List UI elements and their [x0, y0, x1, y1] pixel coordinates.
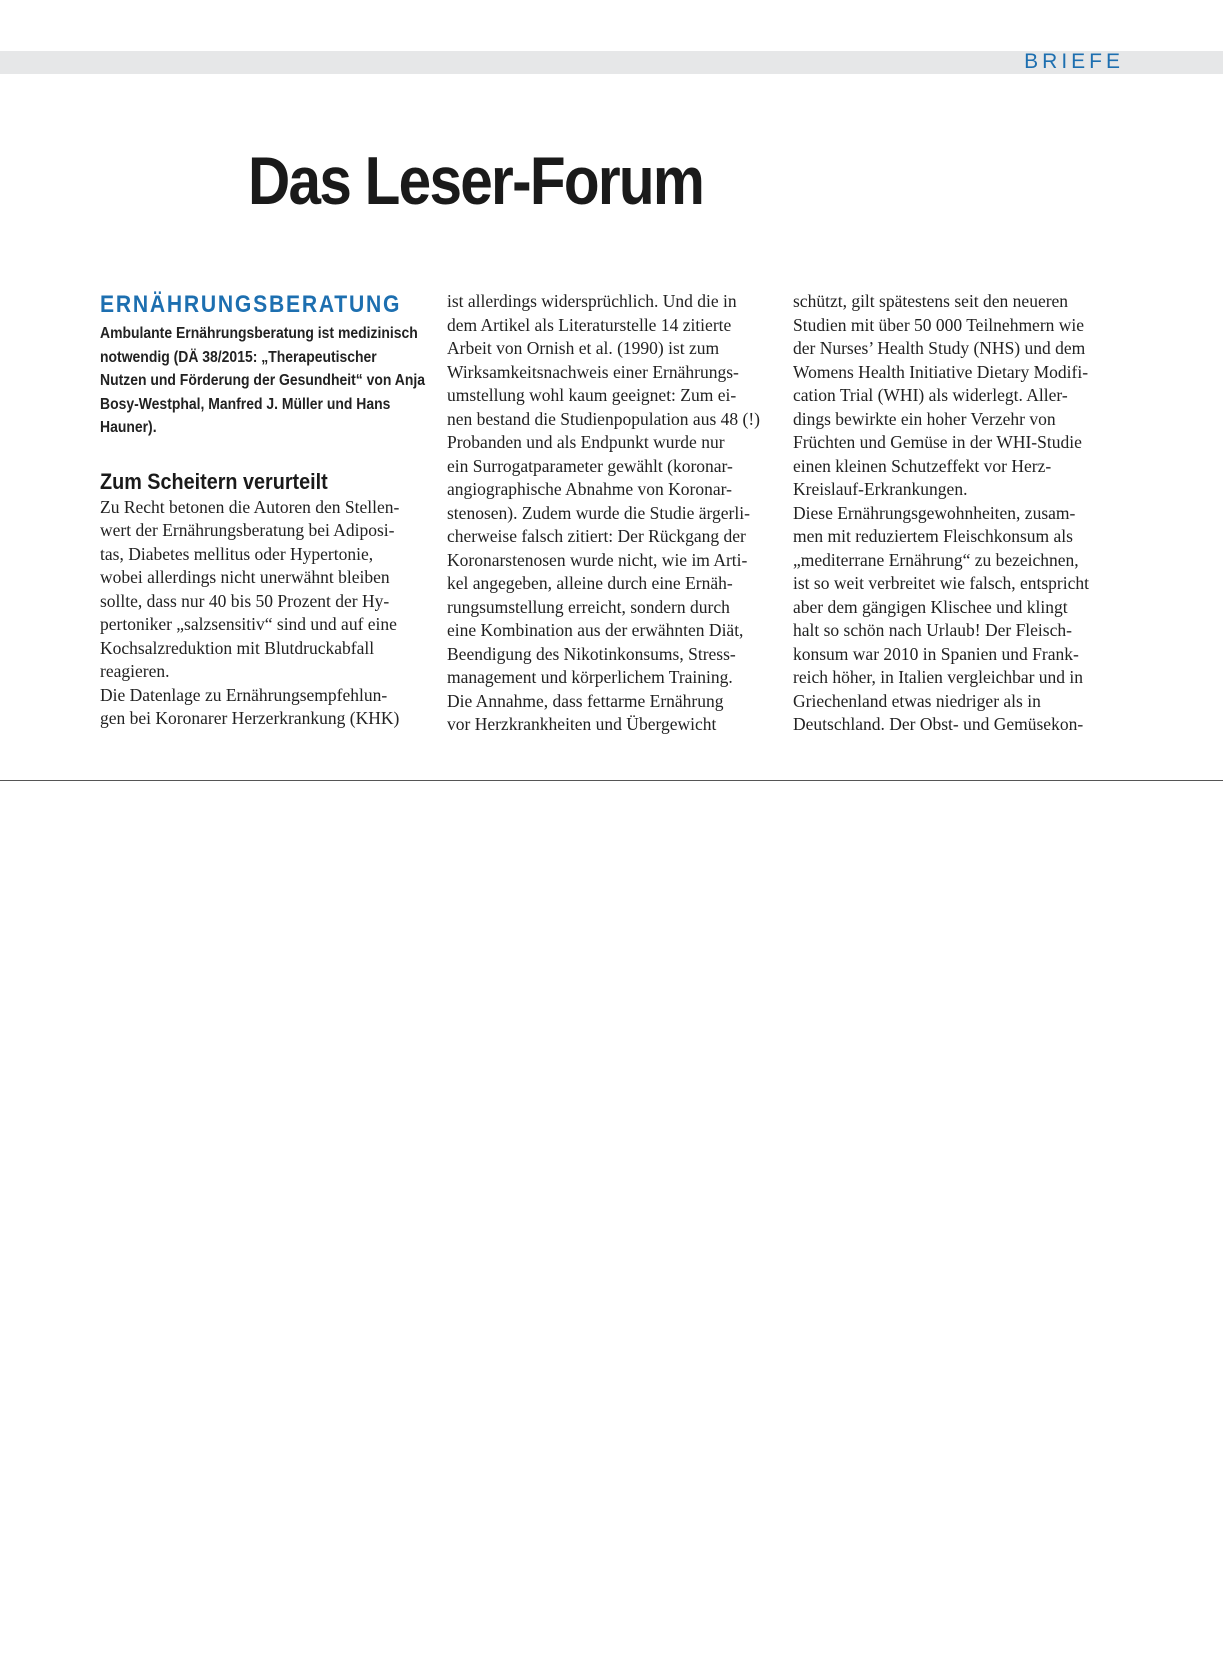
body-line: Kreislauf-Erkrankungen. — [793, 479, 968, 499]
intro-line: Hauner). — [100, 419, 157, 436]
body-line: men mit reduziertem Fleischkonsum als — [793, 526, 1073, 546]
page-title: Das Leser-Forum — [248, 143, 704, 219]
body-line: Griechenland etwas niedriger als in — [793, 690, 1041, 711]
body-line: cherweise falsch zitiert: Der Rückgang der — [447, 526, 746, 546]
body-line: Früchten und Gemüse in der WHI-Studie — [793, 432, 1082, 452]
bottom-divider — [0, 780, 1223, 781]
body-line: ist allerdings widersprüchlich. Und die in — [447, 291, 737, 311]
body-line: nen bestand die Studienpopulation aus 48 (!) — [447, 408, 760, 429]
body-line: stenosen). Zudem wurde die Studie ärgerli- — [447, 502, 750, 523]
body-line: cation Trial (WHI) als widerlegt. Aller- — [793, 385, 1068, 405]
body-line: Kochsalzreduktion mit Blutdruckabfall — [100, 637, 375, 658]
body-line: wobei allerdings nicht unerwähnt bleiben — [100, 567, 390, 587]
body-line: halt so schön nach Urlaub! Der Fleisch- — [793, 620, 1072, 640]
body-line: gen bei Koronarer Herzerkrankung (KHK) — [100, 708, 400, 728]
body-line: Diese Ernährungsgewohnheiten, zusam- — [793, 502, 1076, 523]
body-line: Womens Health Initiative Dietary Modifi- — [793, 361, 1089, 382]
body-line: Deutschland. Der Obst- und Gemüsekon- — [793, 714, 1084, 734]
topic-heading: ERNÄHRUNGSBERATUNG — [100, 291, 402, 318]
article-column-1 — [100, 290, 440, 731]
body-line: vor Herzkrankheiten und Übergewicht — [447, 714, 717, 734]
body-line: Koronarstenosen wurde nicht, wie im Arti- — [447, 549, 748, 570]
body-line: rungsumstellung erreicht, sondern durch — [447, 596, 730, 617]
body-line: einen kleinen Schutzeffekt vor Herz- — [793, 455, 1052, 476]
body-line: Die Datenlage zu Ernährungsempfehlun- — [100, 684, 388, 705]
intro-line: Bosy-Westphal, Manfred J. Müller und Hans — [100, 395, 391, 413]
body-line: der Nurses’ Health Study (NHS) und dem — [793, 338, 1086, 358]
article-intro — [100, 322, 440, 440]
body-line: angiographische Abnahme von Koronar- — [447, 479, 732, 499]
body-line: aber dem gängigen Klischee und klingt — [793, 596, 1068, 617]
intro-line: Nutzen und Förderung der Gesundheit“ von Anja — [100, 372, 425, 389]
body-line: pertoniker „salzsensitiv“ sind und auf eine — [100, 614, 397, 634]
intro-line: notwendig (DÄ 38/2015: „Therapeutischer — [100, 348, 377, 366]
body-line: reagieren. — [100, 661, 170, 681]
body-line: Wirksamkeitsnachweis einer Ernährungs- — [447, 361, 739, 382]
section-label: BRIEFE — [1024, 50, 1124, 73]
article-column-2 — [447, 290, 787, 737]
body-line: Beendigung des Nikotinkonsums, Stress- — [447, 643, 736, 664]
body-line: ein Surrogatparameter gewählt (koronar- — [447, 455, 733, 476]
body-line: umstellung wohl kaum geeignet: Zum ei- — [447, 385, 737, 405]
body-line: konsum war 2010 in Spanien und Frank- — [793, 643, 1079, 664]
body-line: Die Annahme, dass fettarme Ernährung — [447, 690, 724, 711]
body-line: management und körperlichem Training. — [447, 667, 733, 687]
body-line: Zu Recht betonen die Autoren den Stellen- — [100, 496, 400, 517]
body-line: reich höher, in Italien vergleichbar und in — [793, 667, 1084, 687]
body-line: eine Kombination aus der erwähnten Diät, — [447, 620, 744, 640]
intro-line: Ambulante Ernährungsberatung ist medizinisch — [100, 325, 418, 342]
body-line: „mediterrane Ernährung“ zu bezeichnen, — [793, 549, 1079, 570]
body-line: tas, Diabetes mellitus oder Hypertonie, — [100, 543, 374, 564]
body-line: dings bewirkte ein hoher Verzehr von — [793, 408, 1056, 429]
body-line: kel angegeben, alleine durch eine Ernäh- — [447, 573, 733, 593]
body-line: dem Artikel als Literaturstelle 14 zitierte — [447, 314, 732, 335]
body-line: Studien mit über 50 000 Teilnehmern wie — [793, 314, 1085, 335]
article-column-3 — [793, 290, 1133, 737]
body-line: ist so weit verbreitet wie falsch, entspricht — [793, 573, 1089, 593]
letter-title: Zum Scheitern verurteilt — [100, 468, 328, 494]
body-line: wert der Ernährungsberatung bei Adiposi- — [100, 520, 395, 540]
body-line: Probanden und als Endpunkt wurde nur — [447, 432, 725, 452]
body-line: schützt, gilt spätestens seit den neueren — [793, 291, 1069, 311]
letter-body-part-1 — [100, 496, 440, 731]
body-line: sollte, dass nur 40 bis 50 Prozent der Hy- — [100, 590, 390, 611]
body-line: Arbeit von Ornish et al. (1990) ist zum — [447, 338, 720, 358]
